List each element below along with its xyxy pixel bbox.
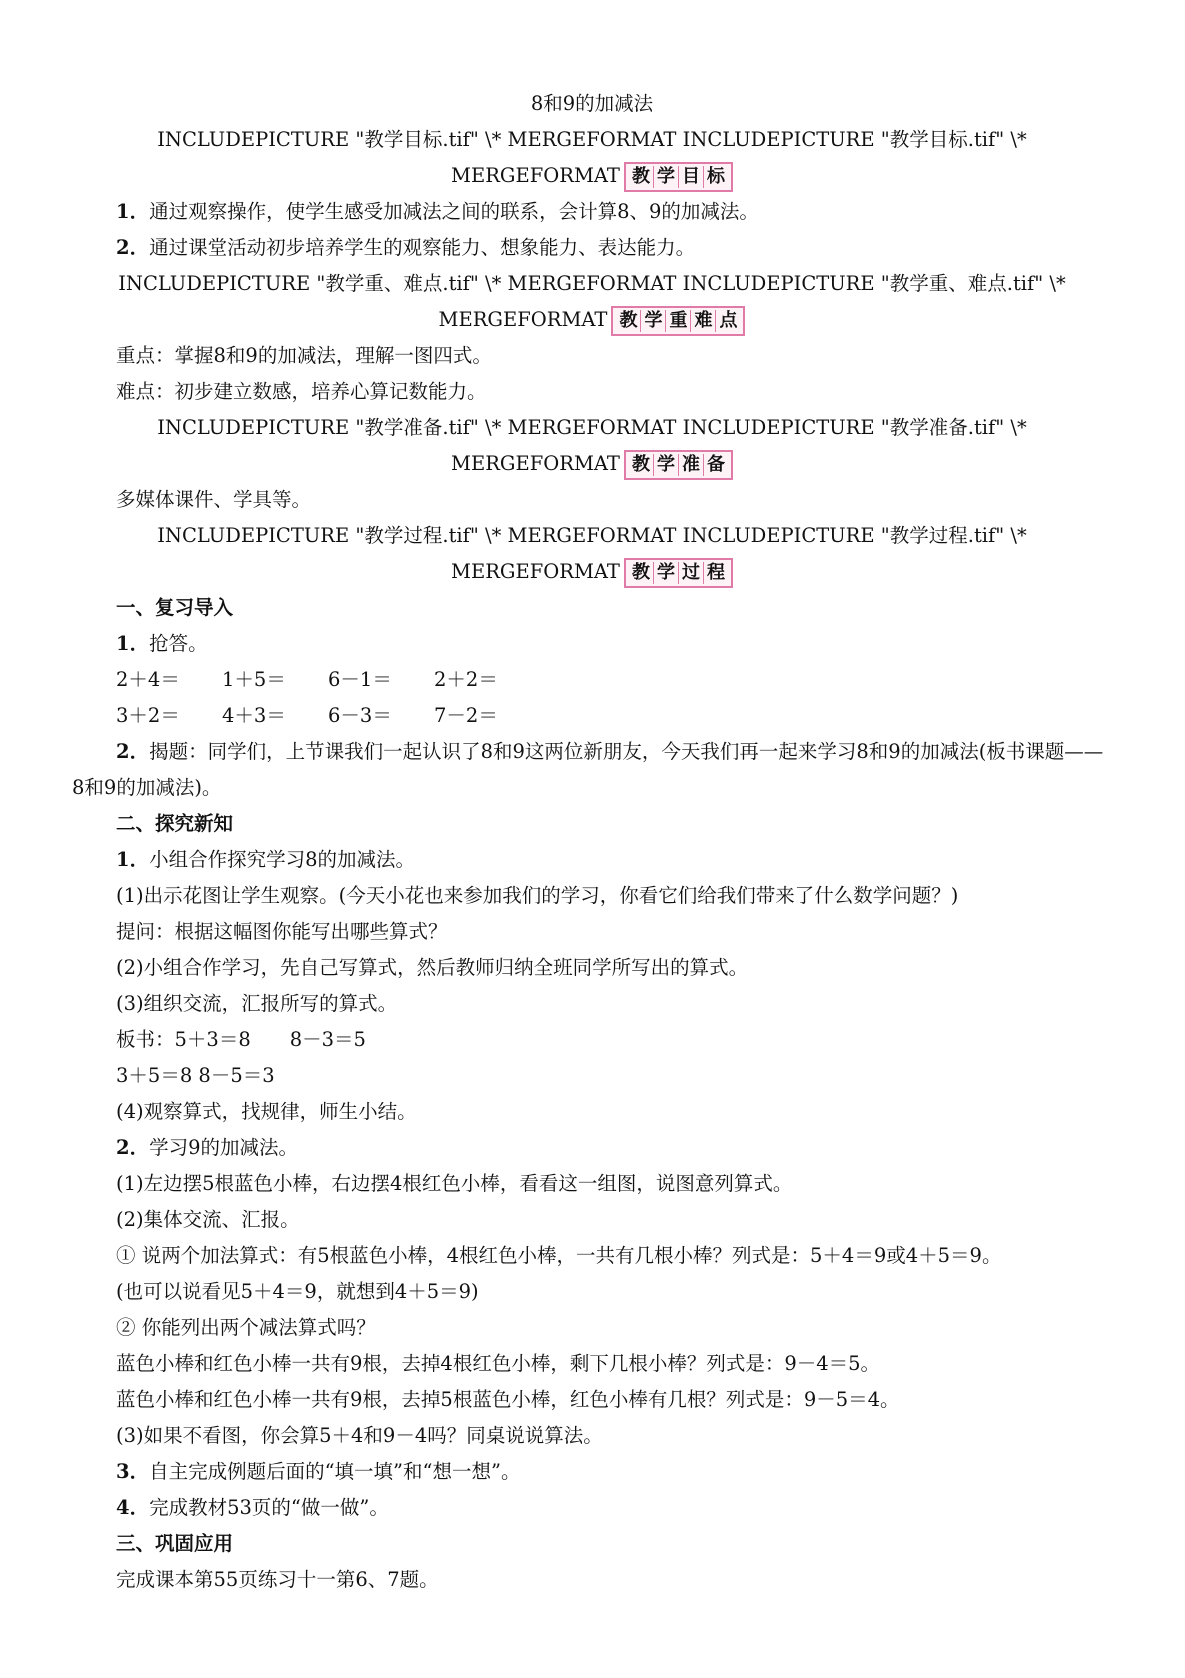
paragraph: (1)出示花图让学生观察。(今天小花也来参加我们的学习，你看它们给我们带来了什么数学问题？): [116, 884, 959, 907]
badge-char: 标: [706, 165, 725, 187]
field-code-line: [72, 158, 1112, 194]
math-expression: 2＋4＝: [116, 668, 180, 691]
item-number: 1．: [116, 848, 150, 871]
badge-char: 难: [691, 310, 716, 332]
item-number: 2．: [116, 1136, 150, 1159]
badge-char: 目: [679, 166, 704, 188]
paragraph: 多媒体课件、学具等。: [116, 488, 312, 511]
field-code-line: INCLUDEPICTURE "教学目标.tif" \* MERGEFORMAT INCLUDEPICTURE "教学目标.tif" \*: [157, 128, 1027, 151]
paragraph: (4)观察算式，找规律，师生小结。: [116, 1100, 417, 1123]
field-code-line: [72, 302, 1112, 338]
item-number: 2．: [116, 236, 150, 259]
paragraph: [72, 1130, 1112, 1166]
field-code-line: INCLUDEPICTURE "教学重、难点.tif" \* MERGEFORMAT INCLUDEPICTURE "教学重、难点.tif" \*: [118, 272, 1066, 295]
section-badge-key-points: [611, 306, 745, 336]
paragraph: (2)集体交流、汇报。: [116, 1208, 300, 1231]
math-expression: 4＋3＝: [222, 704, 286, 727]
paragraph: 难点：初步建立数感，培养心算记数能力。: [116, 380, 487, 403]
field-code-text: MERGEFORMAT: [451, 560, 620, 583]
paragraph-text: 揭题：同学们，上节课我们一起认识了8和9这两位新朋友，今天我们再一起来学习8和9的加减法(板书课题——8和9的加减法)。: [72, 740, 1104, 799]
math-row: [72, 662, 1112, 698]
section-badge-process: [624, 558, 733, 588]
math-expression: 3＋2＝: [116, 704, 180, 727]
paragraph-text: 自主完成例题后面的“填一填”和“想一想”。: [149, 1460, 521, 1483]
badge-char: 程: [706, 561, 725, 583]
badge-char: 准: [679, 454, 704, 476]
paragraph-text: 通过课堂活动初步培养学生的观察能力、想象能力、表达能力。: [149, 236, 696, 259]
paragraph: 3＋5＝8 8－5＝3: [116, 1064, 275, 1087]
section-heading: 三、巩固应用: [116, 1532, 234, 1555]
paragraph: [72, 1490, 1112, 1526]
item-number: 1．: [116, 200, 150, 223]
paragraph: 提问：根据这幅图你能写出哪些算式？: [116, 920, 448, 943]
math-expression: 6－3＝: [328, 704, 392, 727]
paragraph: [72, 1454, 1112, 1490]
paragraph: [72, 230, 1112, 266]
section-badge-goals: [624, 162, 733, 192]
field-code-line: INCLUDEPICTURE "教学过程.tif" \* MERGEFORMAT INCLUDEPICTURE "教学过程.tif" \*: [157, 524, 1027, 547]
math-expression: 1＋5＝: [222, 668, 286, 691]
badge-char: 学: [654, 166, 679, 188]
field-code-line: [72, 554, 1112, 590]
field-code-line: [72, 446, 1112, 482]
paragraph: [72, 842, 1112, 878]
badge-char: 教: [616, 310, 641, 332]
paragraph-text: 学习9的加减法。: [149, 1136, 298, 1159]
paragraph-text: 完成教材53页的“做一做”。: [149, 1496, 389, 1519]
paragraph: ① 说两个加法算式：有5根蓝色小棒，4根红色小棒，一共有几根小棒？列式是：5＋4＝9或4＋5＝9。: [116, 1244, 1002, 1267]
paragraph: (3)组织交流，汇报所写的算式。: [116, 992, 398, 1015]
document-body: [72, 86, 1112, 1598]
badge-char: 备: [706, 453, 725, 475]
field-code-text: MERGEFORMAT: [438, 308, 608, 331]
badge-char: 教: [629, 562, 654, 584]
paragraph: ② 你能列出两个减法算式吗？: [116, 1316, 376, 1339]
item-number: 1．: [116, 632, 150, 655]
paragraph: (2)小组合作学习，先自己写算式，然后教师归纳全班同学所写出的算式。: [116, 956, 749, 979]
paragraph: [72, 626, 1112, 662]
item-number: 4．: [116, 1496, 150, 1519]
paragraph-text: 通过观察操作，使学生感受加减法之间的联系，会计算8、9的加减法。: [149, 200, 759, 223]
paragraph: 完成课本第55页练习十一第6、7题。: [116, 1568, 439, 1591]
paragraph: [72, 194, 1112, 230]
field-code-text: MERGEFORMAT: [451, 164, 620, 187]
badge-char: 重: [666, 310, 691, 332]
math-row: [72, 698, 1112, 734]
paragraph-text: 抢答。: [149, 632, 208, 655]
badge-char: 点: [719, 309, 738, 331]
document-title: 8和9的加减法: [530, 92, 654, 115]
paragraph: 重点：掌握8和9的加减法，理解一图四式。: [116, 344, 492, 367]
paragraph: [72, 734, 1112, 806]
item-number: 2．: [116, 740, 150, 763]
math-expression: 2＋2＝: [434, 668, 498, 691]
math-expression: 6－1＝: [328, 668, 392, 691]
paragraph: (也可以说看见5＋4＝9，就想到4＋5＝9): [116, 1280, 479, 1303]
section-heading: 二、探究新知: [116, 812, 234, 835]
section-heading: 一、复习导入: [116, 596, 234, 619]
paragraph-text: 小组合作探究学习8的加减法。: [149, 848, 415, 871]
paragraph: 蓝色小棒和红色小棒一共有9根，去掉5根蓝色小棒，红色小棒有几根？列式是：9－5＝4。: [116, 1388, 900, 1411]
badge-char: 学: [654, 454, 679, 476]
field-code-line: INCLUDEPICTURE "教学准备.tif" \* MERGEFORMAT INCLUDEPICTURE "教学准备.tif" \*: [157, 416, 1027, 439]
badge-char: 学: [641, 310, 666, 332]
paragraph: 板书：5＋3＝8 8－3＝5: [116, 1028, 366, 1051]
section-badge-preparation: [624, 450, 733, 480]
item-number: 3．: [116, 1460, 150, 1483]
badge-char: 教: [629, 454, 654, 476]
badge-char: 教: [629, 166, 654, 188]
badge-char: 过: [679, 562, 704, 584]
field-code-text: MERGEFORMAT: [451, 452, 620, 475]
paragraph: 蓝色小棒和红色小棒一共有9根，去掉4根红色小棒，剩下几根小棒？列式是：9－4＝5。: [116, 1352, 881, 1375]
paragraph: (1)左边摆5根蓝色小棒，右边摆4根红色小棒，看看这一组图，说图意列算式。: [116, 1172, 793, 1195]
badge-char: 学: [654, 562, 679, 584]
paragraph: (3)如果不看图，你会算5＋4和9－4吗？同桌说说算法。: [116, 1424, 603, 1447]
math-expression: 7－2＝: [434, 704, 498, 727]
